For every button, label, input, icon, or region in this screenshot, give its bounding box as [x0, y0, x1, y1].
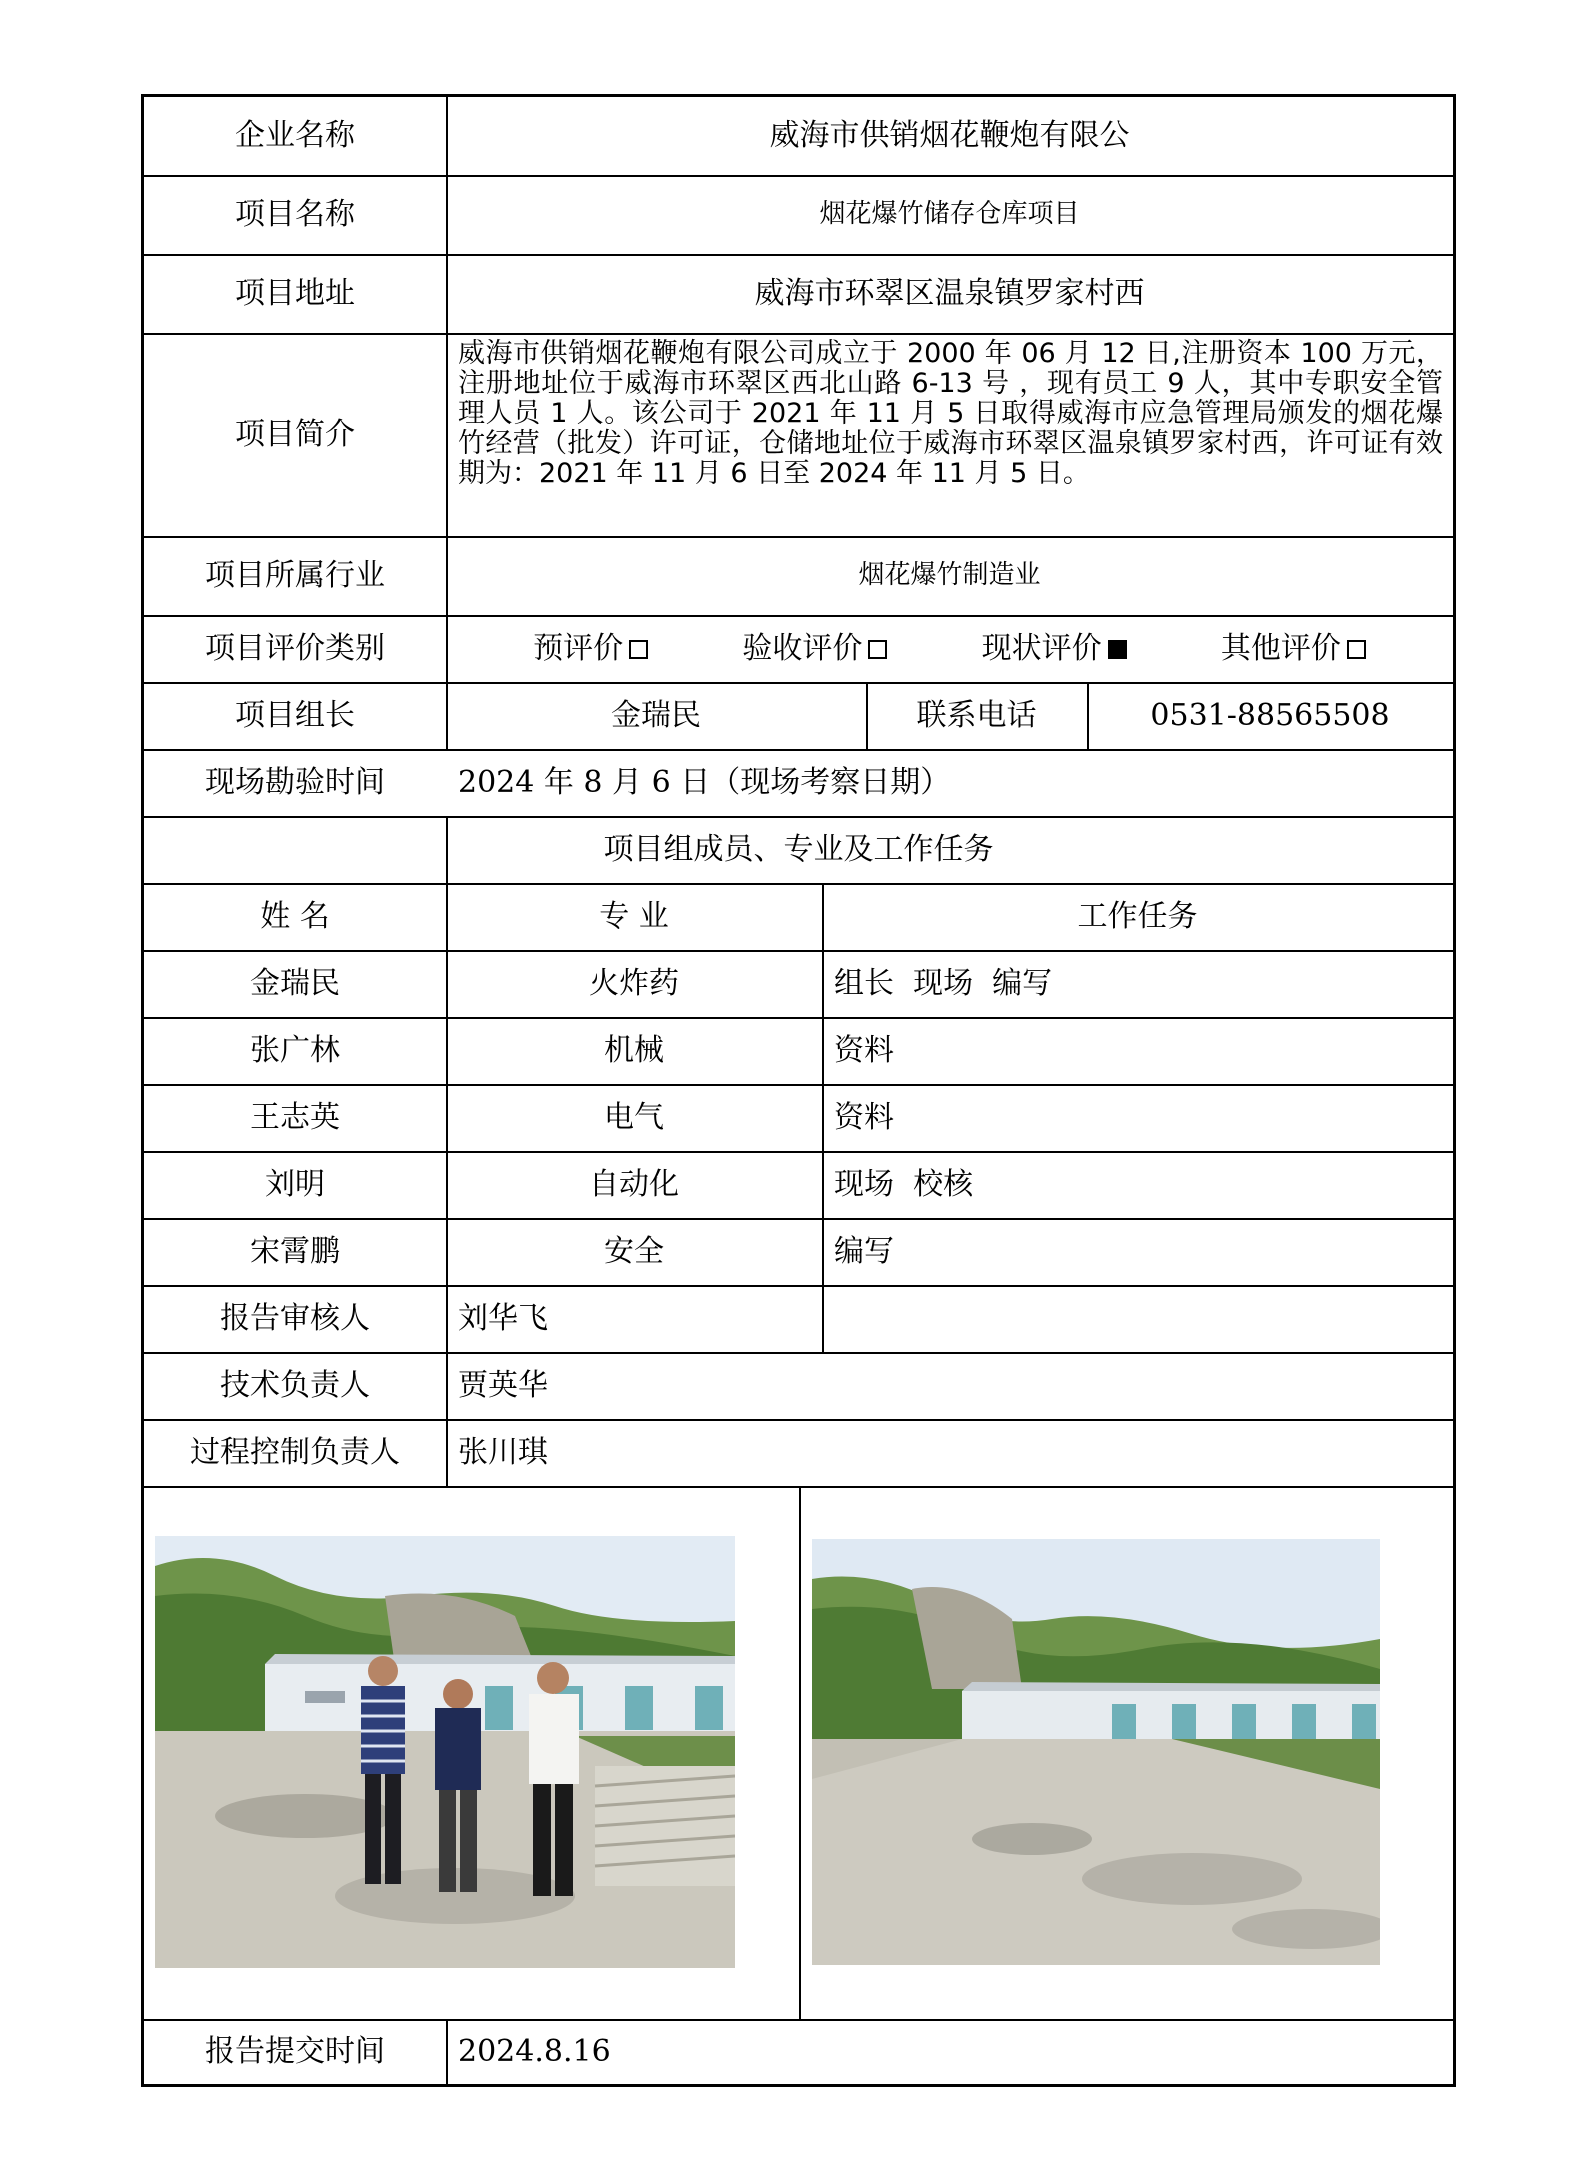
eval-option-other: 其他评价: [1221, 631, 1366, 667]
phone-label: 联系电话: [916, 697, 1037, 733]
member-name: 张广林: [250, 1032, 340, 1068]
project-name-value: 烟花爆竹储存仓库项目: [819, 198, 1080, 229]
project-intro-label: 项目简介: [235, 416, 355, 452]
checkbox-icon: [1347, 640, 1366, 659]
eval-option-acceptance: 验收评价: [742, 631, 887, 667]
member-task: 组长 现场 编写: [834, 965, 1053, 1001]
tech-lead-label: 技术负责人: [220, 1367, 370, 1403]
industry-value: 烟花爆竹制造业: [858, 559, 1041, 590]
survey-time-label: 现场勘验时间: [205, 764, 385, 800]
project-address-value: 威海市环翠区温泉镇罗家村西: [754, 275, 1145, 311]
reviewer-label: 报告审核人: [220, 1300, 370, 1336]
eval-option-pre: 预评价: [533, 631, 648, 667]
col-major-header: 专 业: [599, 898, 669, 934]
survey-time-value: 2024 年 8 月 6 日（现场考察日期）: [458, 764, 951, 800]
member-name: 金瑞民: [250, 965, 340, 1001]
project-name-label: 项目名称: [235, 196, 355, 232]
member-major: 机械: [604, 1032, 664, 1068]
member-task: 资料: [834, 1099, 894, 1135]
checkbox-checked-icon: [1108, 640, 1127, 659]
col-task-header: 工作任务: [1077, 898, 1198, 934]
company-label: 企业名称: [235, 118, 355, 153]
member-major: 自动化: [589, 1166, 679, 1202]
checkbox-icon: [868, 640, 887, 659]
member-major: 火炸药: [589, 965, 679, 1001]
member-task: 现场 校核: [834, 1166, 974, 1202]
member-task: 资料: [834, 1032, 894, 1068]
member-name: 宋霄鹏: [250, 1233, 340, 1269]
member-name: 刘明: [265, 1166, 325, 1202]
col-name-header: 姓 名: [260, 898, 330, 934]
member-name: 王志英: [250, 1099, 340, 1135]
member-major: 安全: [604, 1233, 664, 1269]
leader-value: 金瑞民: [611, 697, 701, 733]
reviewer-value: 刘华飞: [458, 1300, 548, 1336]
leader-label: 项目组长: [235, 697, 355, 733]
submit-time-label: 报告提交时间: [205, 2033, 385, 2069]
process-lead-label: 过程控制负责人: [190, 1434, 400, 1470]
member-task: 编写: [834, 1233, 894, 1269]
checkbox-icon: [629, 640, 648, 659]
tech-lead-value: 贾英华: [458, 1367, 548, 1403]
member-major: 电气: [604, 1099, 664, 1135]
submit-time-value: 2024.8.16: [458, 2033, 611, 2069]
company-value: 威海市供销烟花鞭炮有限公: [769, 118, 1130, 153]
project-intro-value: 威海市供销烟花鞭炮有限公司成立于 2000 年 06 月 12 日,注册资本 100 万元，注册地址位于威海市环翠区西北山路 6-13 号 ，现有员工 9 人，其中专职安全管理人员 1 人。该公司于 2021 年 11 月 5 日取得威海市应急管理局颁发的烟花爆竹经营（批发）许可证，仓储地址位于威海市环翠区温泉镇罗家村西，许可证有效期为：2021 年 11 月 6 日至 2024 年 11 月 5 日。: [458, 338, 1443, 489]
process-lead-value: 张川琪: [458, 1434, 548, 1470]
site-photo-with-people: [155, 1536, 735, 1968]
phone-value: 0531-88565508: [1150, 697, 1390, 733]
project-address-label: 项目地址: [235, 275, 355, 311]
site-photo-warehouse: [812, 1539, 1380, 1965]
eval-option-status: 现状评价: [982, 631, 1127, 667]
eval-type-options: [446, 615, 1453, 682]
industry-label: 项目所属行业: [205, 557, 385, 593]
eval-type-label: 项目评价类别: [205, 630, 385, 666]
members-title: 项目组成员、专业及工作任务: [603, 831, 994, 867]
info-sheet: [141, 94, 1456, 2087]
